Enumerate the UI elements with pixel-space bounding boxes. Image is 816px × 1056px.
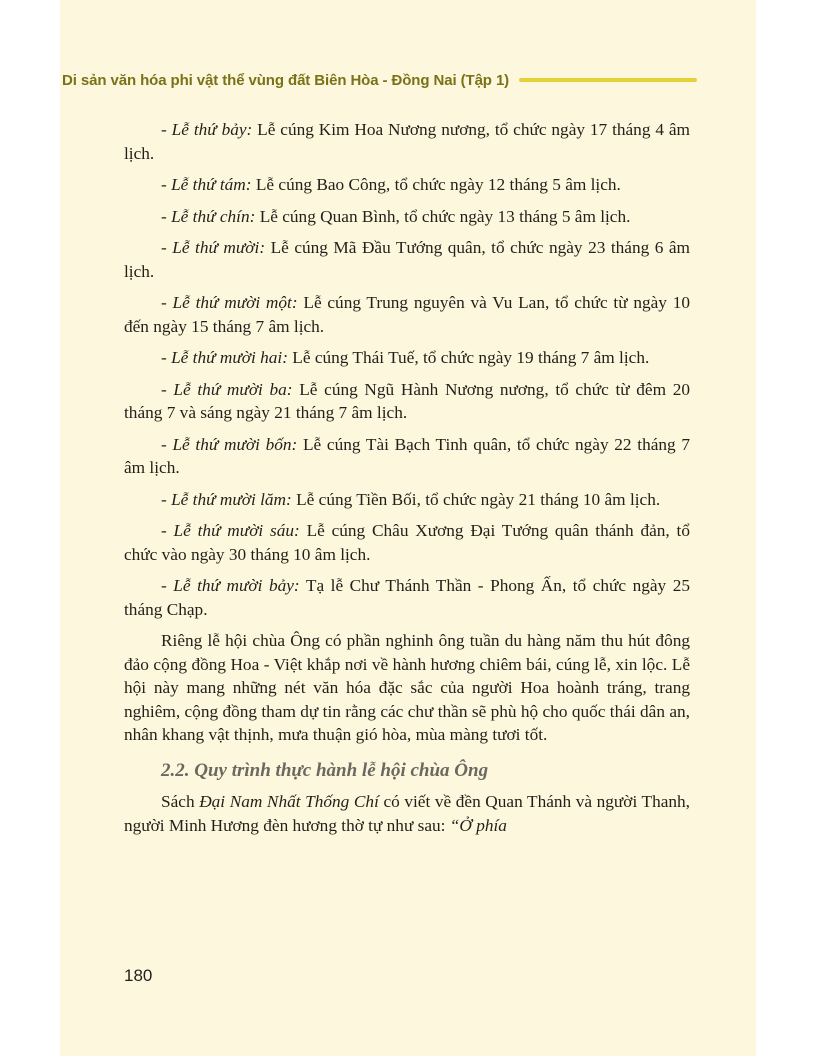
item-text: Lễ cúng Ngũ Hành Nương nương, tổ chức từ đêm 20 tháng 7 và sáng ngày 21 tháng 7 âm lịch. (124, 379, 691, 422)
list-item (124, 519, 690, 566)
item-text: Tạ lễ Chư Thánh Thần - Phong Ấn, tổ chức ngày 25 tháng Chạp. (124, 576, 691, 619)
item-label: - Lễ thứ mười một: (161, 293, 298, 312)
item-label: - Lễ thứ bảy: (161, 120, 253, 139)
list-item (124, 236, 690, 283)
item-label: - Lễ thứ mười lăm: (161, 489, 292, 509)
list-item (124, 433, 690, 480)
item-text: Lễ cúng Quan Bình, tổ chức ngày 13 tháng 5 âm lịch. (255, 206, 631, 226)
list-item (124, 173, 690, 197)
list-item (124, 488, 690, 512)
item-text: Lễ cúng Trung nguyên và Vu Lan, tổ chức từ ngày 10 đến ngày 15 tháng 7 âm lịch. (124, 293, 690, 336)
list-item (124, 378, 690, 425)
header-title: Di sản văn hóa phi vật thể vùng đất Biên Hòa - Đồng Nai (Tập 1) (62, 71, 510, 89)
list-item (124, 346, 690, 370)
section-heading: 2.2. Quy trình thực hành lễ hội chùa Ông (161, 759, 489, 781)
header-rule (519, 78, 697, 82)
paragraph-festival: Riêng lễ hội chùa Ông có phần nghinh ông tuần du hàng năm thu hút đông đảo cộng đồng Hoa - Việt khắp nơi về hành hương chiêm bái, cúng lễ, xin lộc. Lễ hội này mang những nét văn hóa đặc sắc của người Hoa hoành tráng, trang nghiêm, cộng đồng tham dự tin rằng các chư thần sẽ phù hộ cho quốc thái dân an, nhân khang vật thịnh, mưa thuận gió hòa, mùa màng tươi tốt. (124, 631, 690, 744)
item-text: Lễ cúng Bao Công, tổ chức ngày 12 tháng 5 âm lịch. (251, 175, 621, 194)
item-text: Lễ cúng Kim Hoa Nương nương, tổ chức ngày 17 tháng 4 âm lịch. (124, 120, 690, 163)
item-label: - Lễ thứ mười sáu: (161, 521, 300, 540)
item-text: Lễ cúng Tiền Bối, tổ chức ngày 21 tháng 10 âm lịch. (291, 489, 661, 509)
item-text: Lễ cúng Thái Tuế, tổ chức ngày 19 tháng 7 âm lịch. (287, 348, 650, 367)
list-item (124, 291, 690, 338)
item-label: - Lễ thứ chín: (161, 206, 256, 226)
body-text (124, 118, 690, 845)
item-text: Lễ cúng Mã Đầu Tướng quân, tổ chức ngày 23 tháng 6 âm lịch. (124, 238, 690, 281)
running-header (62, 68, 697, 92)
paragraph-middle: có viết về đền Quan Thánh và người Thanh, người Minh Hương đèn hương thờ tự như sau: (124, 792, 690, 835)
page-number: 180 (124, 966, 153, 985)
paragraph-source (124, 790, 690, 837)
item-label: - Lễ thứ mười bốn: (161, 434, 298, 454)
item-text: Lễ cúng Tài Bạch Tinh quân, tổ chức ngày 22 tháng 7 âm lịch. (124, 434, 690, 477)
paragraph-lead: Sách (161, 792, 200, 811)
book-title: Đại Nam Nhất Thống Chí (199, 792, 379, 811)
list-item (124, 205, 690, 229)
item-text: Lễ cúng Châu Xương Đại Tướng quân thánh đản, tổ chức vào ngày 30 tháng 10 âm lịch. (124, 521, 690, 564)
quote-start: “Ở phía (449, 815, 507, 835)
item-label: - Lễ thứ mười hai: (161, 348, 288, 367)
list-item (124, 118, 690, 165)
item-label: - Lễ thứ tám: (161, 175, 252, 194)
item-label: - Lễ thứ mười ba: (161, 379, 293, 399)
list-item (124, 574, 690, 621)
item-label: - Lễ thứ mười bảy: (161, 576, 300, 595)
item-label: - Lễ thứ mười: (161, 238, 266, 257)
